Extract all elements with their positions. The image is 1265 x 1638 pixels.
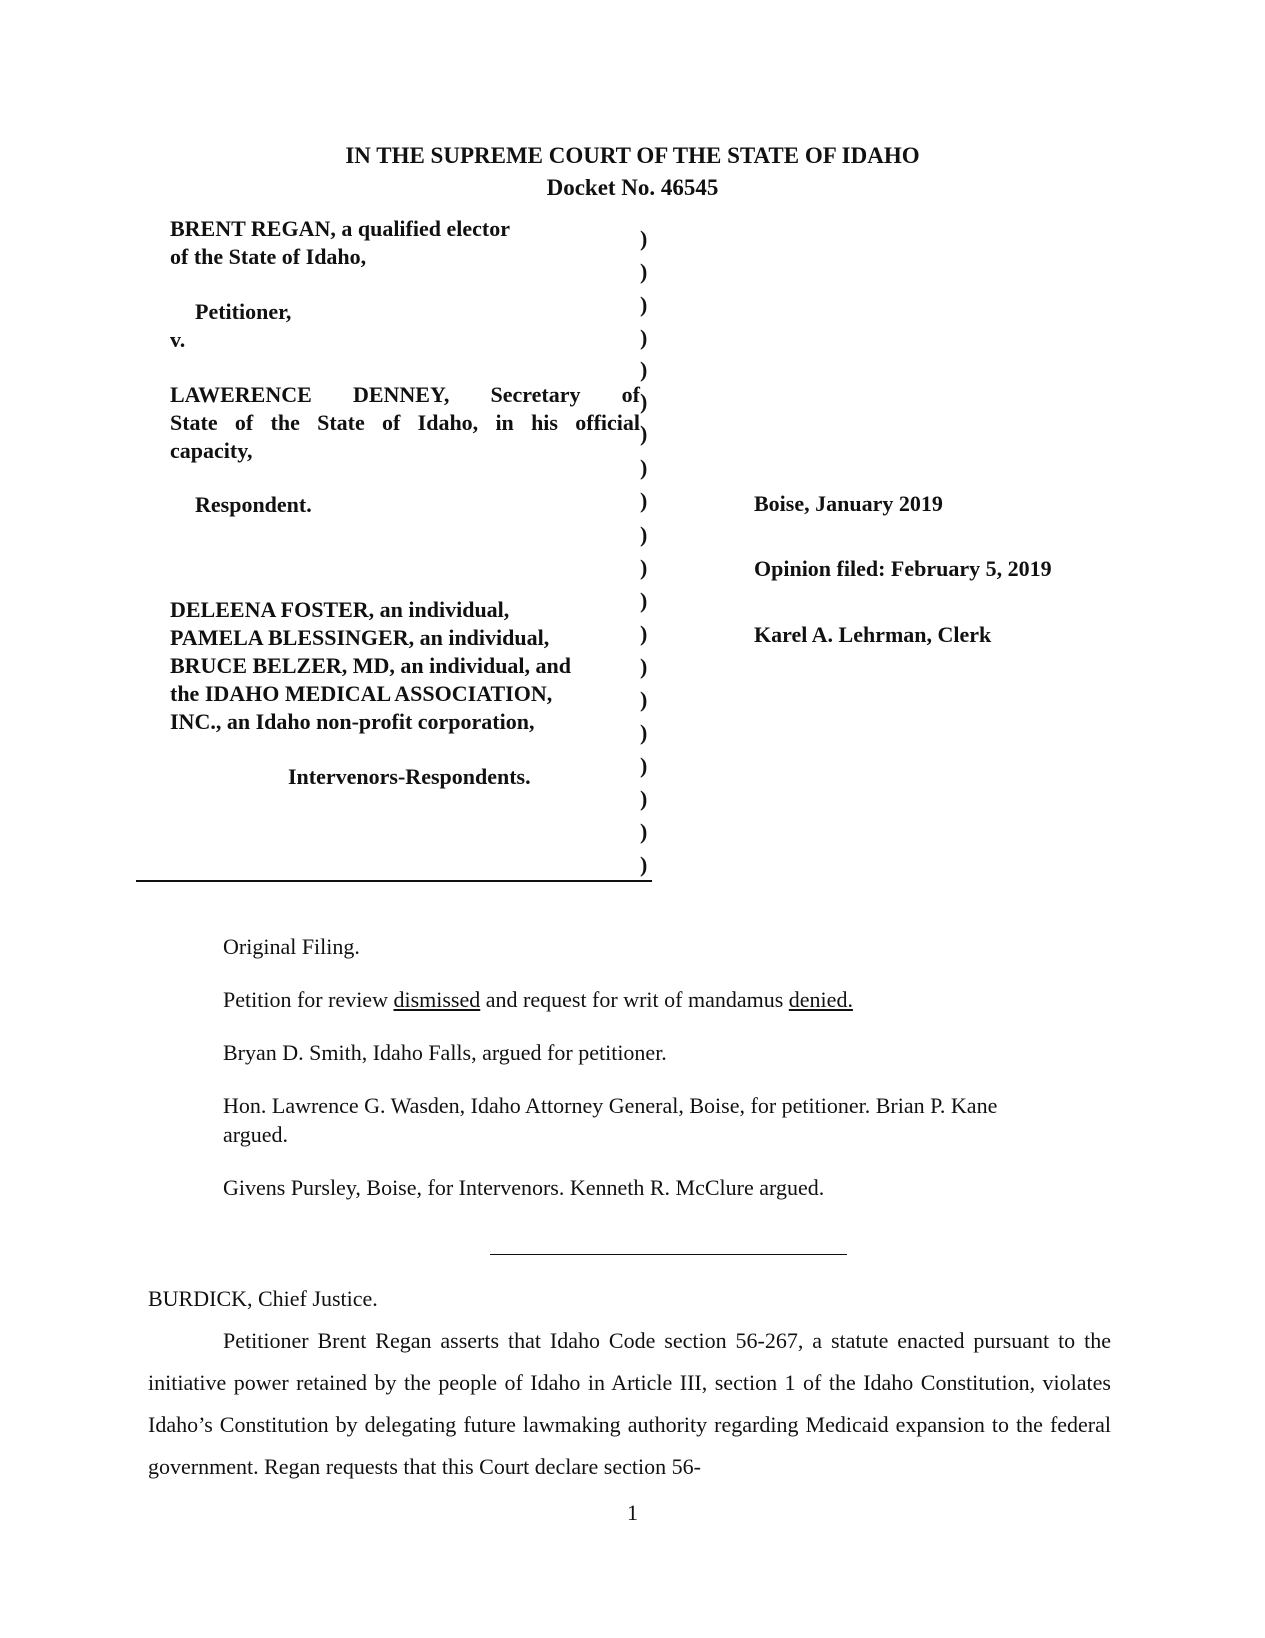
intervenor-blessinger: PAMELA BLESSINGER, an individual, <box>170 625 550 650</box>
clerk-name: Karel A. Lehrman, Clerk <box>754 622 992 647</box>
docket-number: Docket No. 46545 <box>546 175 719 200</box>
petitioner-descriptor: of the State of Idaho, <box>170 244 367 269</box>
caption-rule <box>136 880 652 882</box>
counsel-attorney-general: Hon. Lawrence G. Wasden, Idaho Attorney General, Boise, for petitioner. Brian P. Kane <box>223 1093 998 1118</box>
paren: ) <box>640 786 648 811</box>
paren: ) <box>640 687 648 712</box>
versus-label: v. <box>170 327 186 352</box>
opinion-author: BURDICK, Chief Justice. <box>148 1286 378 1311</box>
opinion-filed-date: Opinion filed: February 5, 2019 <box>754 556 1052 581</box>
paren: ) <box>640 455 648 480</box>
disposition-dismissed: dismissed <box>393 987 481 1012</box>
paren: ) <box>640 852 648 877</box>
paren: ) <box>640 488 648 513</box>
petitioner-role: Petitioner, <box>195 299 292 324</box>
disposition <box>223 987 853 1013</box>
intervenor-ima: the IDAHO MEDICAL ASSOCIATION, <box>170 681 553 706</box>
section-divider <box>490 1254 847 1255</box>
petitioner-name: BRENT REGAN, a qualified elector <box>170 216 510 241</box>
court-title: IN THE SUPREME COURT OF THE STATE OF IDAHO <box>345 143 920 168</box>
counsel-petitioner: Bryan D. Smith, Idaho Falls, argued for petitioner. <box>223 1040 667 1065</box>
paren: ) <box>640 720 648 745</box>
intervenor-foster: DELEENA FOSTER, an individual, <box>170 597 510 622</box>
page-number: 1 <box>627 1500 638 1525</box>
paren: ) <box>640 325 648 350</box>
paren: ) <box>640 226 648 251</box>
paren: ) <box>640 588 648 613</box>
paren: ) <box>640 292 648 317</box>
opinion-paragraph: Petitioner Brent Regan asserts that Idaho Code section 56-267, a statute enacted pursuant to the initiative power retained by the people of Idaho in Article III, section 1 of the Idaho Constitution, violates Idaho’s Constitution by delegating future lawmaking authority regarding Medicaid expansion to the federal government. Regan requests that this Court declare section 56- <box>148 1328 1111 1479</box>
intervenors-role: Intervenors-Respondents. <box>288 764 531 789</box>
paren: ) <box>640 654 648 679</box>
paren: ) <box>640 621 648 646</box>
paren: ) <box>640 259 648 284</box>
paren: ) <box>640 555 648 580</box>
paren: ) <box>640 421 648 446</box>
paren: ) <box>640 819 648 844</box>
respondent-descriptor: State of the State of Idaho, in his official <box>170 410 640 435</box>
paren: ) <box>640 389 648 414</box>
counsel-attorney-general-cont: argued. <box>223 1122 288 1147</box>
respondent-name: LAWERENCE DENNEY, Secretary of <box>170 382 640 407</box>
intervenor-belzer: BRUCE BELZER, MD, an individual, and <box>170 653 572 678</box>
hearing-location-date: Boise, January 2019 <box>754 491 943 516</box>
paren: ) <box>640 753 648 778</box>
paren: ) <box>640 357 648 382</box>
disposition-text: and request for writ of mandamus <box>480 987 789 1012</box>
respondent-capacity: capacity, <box>170 438 253 463</box>
paren: ) <box>640 522 648 547</box>
intervenor-ima-descriptor: INC., an Idaho non-profit corporation, <box>170 709 535 734</box>
respondent-role: Respondent. <box>195 492 312 517</box>
disposition-text: Petition for review <box>223 987 394 1012</box>
filing-type: Original Filing. <box>223 934 360 959</box>
disposition-denied: denied. <box>788 987 853 1012</box>
counsel-intervenors: Givens Pursley, Boise, for Intervenors. Kenneth R. McClure argued. <box>223 1175 825 1200</box>
